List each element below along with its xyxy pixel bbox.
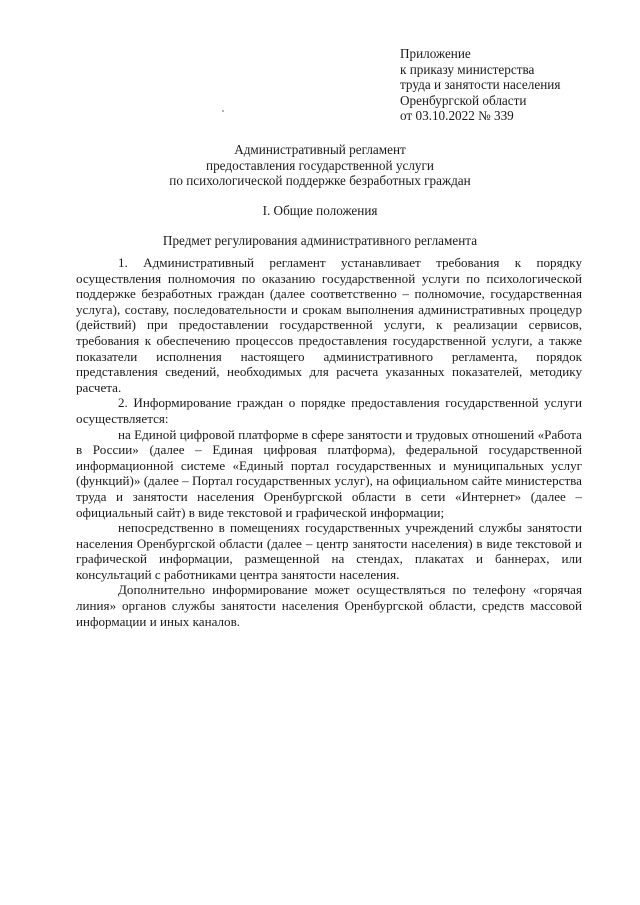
document-title (0, 142, 640, 189)
section-heading: I. Общие положения (262, 203, 378, 218)
paragraph: 2. Информирование граждан о порядке предоставления государственной услуги осуществляется: (76, 395, 582, 426)
title-line: предоставления государственной услуги (206, 157, 434, 173)
title-line: по психологической поддержке безработных граждан (169, 173, 471, 188)
appendix-line: Приложение (400, 46, 471, 61)
paragraph: Дополнительно информирование может осуществляться по телефону «горячая линия» органов службы занятости населения Оренбургской области, средств массовой информации и иных каналов. (76, 582, 582, 629)
paragraph: на Единой цифровой платформе в сфере занятости и трудовых отношений «Работа в России» (далее – Единая цифровая платформа), федеральной государственной информационной системе «Единый портал государственных и муниципальных услуг (функций)» (далее – Портал государственных услуг), на официальном сайте министерства труда и занятости населения Оренбургской области в сети «Интернет» (далее – официальный сайт) в виде текстовой и графической информации; (76, 426, 582, 520)
scan-speck (222, 110, 224, 112)
title-line: Административный регламент (234, 142, 406, 157)
document-body (76, 255, 582, 629)
paragraph: 1. Административный регламент устанавливает требования к порядку осуществления полномочия по оказанию государственной услуги по психологической поддержке безработных граждан (далее соответственно – полномочие, государственная услуга), составу, последовательности и срокам выполнения административных процедур (действий) при предоставлении государственной услуги, к реализации сервисов, требования к обеспечению процессов предоставления государственной услуги, а также показатели исполнения настоящего административного регламента, порядок представления сведений, необходимых для расчета указанных показателей, методику расчета. (76, 255, 582, 395)
appendix-line: труда и занятости населения (400, 77, 561, 92)
appendix-line: к приказу министерства (400, 61, 535, 77)
subject-heading: Предмет регулирования административного регламента (162, 233, 478, 248)
appendix-line: Оренбургской области (400, 92, 527, 108)
paragraph: непосредственно в помещениях государственных учреждений службы занятости населения Оренбургской области (далее – центр занятости населения) в виде текстовой и графической информации, размещенной на стендах, плакатах и баннерах, или консультаций с работниками центра занятости населения. (76, 520, 582, 582)
appendix-block (400, 46, 560, 124)
appendix-line: от 03.10.2022 № 339 (400, 108, 514, 123)
